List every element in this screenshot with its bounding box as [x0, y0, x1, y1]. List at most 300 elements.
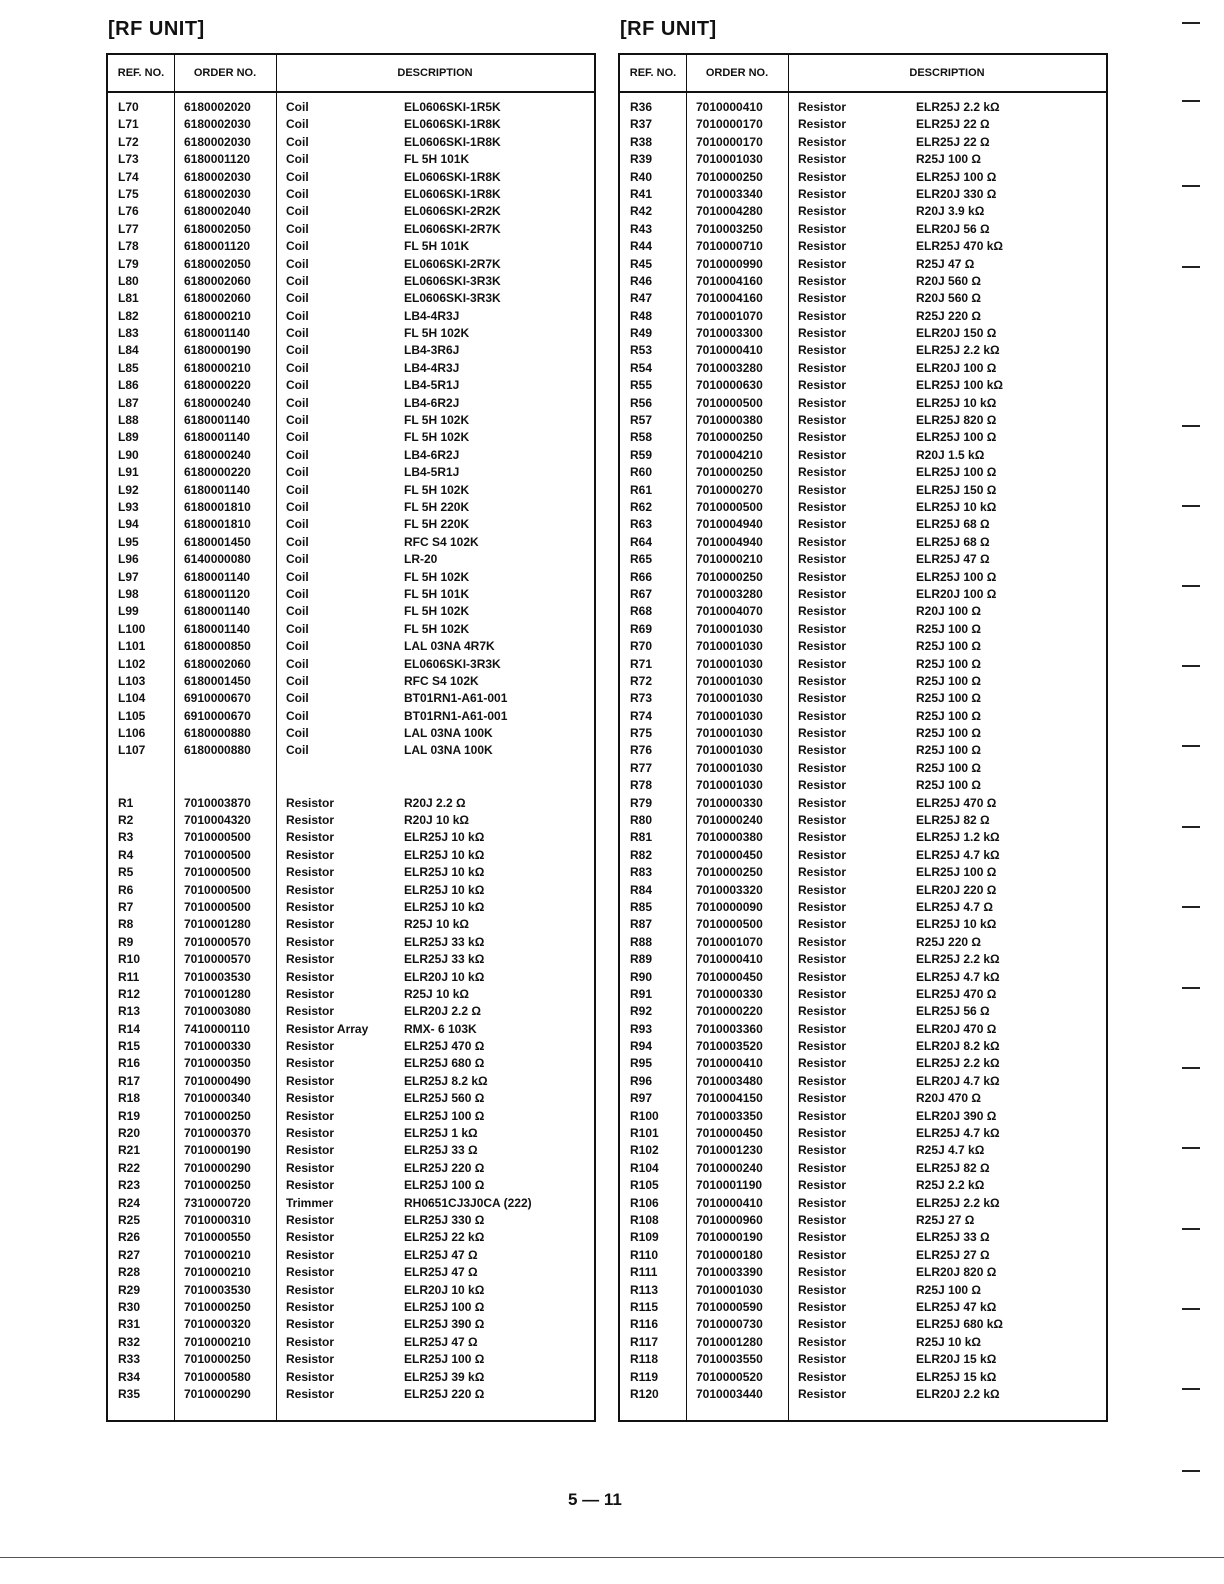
- part-type: Resistor: [798, 691, 847, 706]
- ref-no: R69: [630, 621, 653, 636]
- part-spec: FL 5H 102K: [404, 413, 470, 428]
- table-row: [108, 1125, 594, 1142]
- table-row: [108, 1090, 594, 1107]
- ref-no: R71: [630, 656, 653, 671]
- table-row: [620, 395, 1106, 412]
- table-row: [108, 134, 594, 151]
- part-type: Resistor: [798, 1317, 847, 1332]
- part-type: Coil: [286, 586, 309, 601]
- table-row: [108, 812, 594, 829]
- table-row: [108, 516, 594, 533]
- order-no: 6180000210: [184, 360, 251, 375]
- table-row: [108, 969, 594, 986]
- order-no: 7010004150: [696, 1091, 763, 1106]
- table-row: [108, 760, 594, 777]
- ref-no: R90: [630, 969, 653, 984]
- part-spec: LAL 03NA 4R7K: [404, 639, 495, 654]
- table-row: [108, 569, 594, 586]
- table-row: [620, 308, 1106, 325]
- part-type: Resistor: [286, 1004, 335, 1019]
- order-no: 7010000990: [696, 256, 763, 271]
- ref-no: R66: [630, 569, 653, 584]
- part-spec: ELR25J 10 kΩ: [404, 882, 485, 897]
- ref-no: R13: [118, 1004, 141, 1019]
- part-type: Resistor: [798, 343, 847, 358]
- order-no: 6180001140: [184, 621, 251, 636]
- table-row: [108, 847, 594, 864]
- part-type: Resistor: [798, 552, 847, 567]
- order-no: 7010000520: [696, 1369, 763, 1384]
- table-row: [620, 1247, 1106, 1264]
- table-row: [108, 1177, 594, 1194]
- ref-no: L81: [118, 291, 139, 306]
- part-type: Resistor: [798, 413, 847, 428]
- order-no: 7010003280: [696, 586, 763, 601]
- order-no: 7010001030: [696, 743, 763, 758]
- ref-no: R17: [118, 1073, 141, 1088]
- order-no: 7010000330: [696, 795, 763, 810]
- part-type: Coil: [286, 743, 309, 758]
- part-type: Resistor: [798, 778, 847, 793]
- part-spec: ELR20J 10 kΩ: [404, 969, 485, 984]
- ref-no: R6: [118, 882, 134, 897]
- order-no: 7010000550: [184, 1230, 251, 1245]
- ref-no: R31: [118, 1317, 141, 1332]
- order-no: 7010000220: [696, 1004, 763, 1019]
- table-row: [108, 934, 594, 951]
- ref-no: R97: [630, 1091, 653, 1106]
- part-type: Resistor: [798, 1108, 847, 1123]
- part-type: Resistor: [286, 1334, 335, 1349]
- order-no: 7010003440: [696, 1386, 763, 1401]
- ref-no: L97: [118, 569, 139, 584]
- table-row: [620, 1351, 1106, 1368]
- margin-mark: [1182, 745, 1200, 747]
- ref-no: L99: [118, 604, 139, 619]
- ref-no: R46: [630, 273, 653, 288]
- margin-mark: [1182, 425, 1200, 427]
- order-no: 7010001030: [696, 621, 763, 636]
- right-parts-table: [618, 53, 1108, 1422]
- order-no: 7010000250: [184, 1299, 251, 1314]
- table-row: [108, 882, 594, 899]
- ref-no: R42: [630, 204, 653, 219]
- part-type: Resistor: [798, 273, 847, 288]
- table-row: [620, 482, 1106, 499]
- table-row: [108, 1386, 594, 1403]
- order-no: 7010000730: [696, 1317, 763, 1332]
- order-no: 7010004160: [696, 291, 763, 306]
- part-spec: R25J 100 Ω: [916, 743, 981, 758]
- order-no: 7010001070: [696, 308, 763, 323]
- order-no: 7010000500: [696, 917, 763, 932]
- order-no: 6180001120: [184, 152, 251, 167]
- part-type: Coil: [286, 534, 309, 549]
- part-spec: R25J 27 Ω: [916, 1213, 975, 1227]
- part-spec: ELR25J 68 Ω: [916, 517, 990, 532]
- table-row: [108, 1351, 594, 1368]
- ref-no: R120: [630, 1386, 659, 1401]
- table-row: [620, 1229, 1106, 1246]
- part-type: Resistor: [286, 830, 335, 845]
- part-type: Resistor: [286, 1143, 335, 1158]
- part-type: Coil: [286, 204, 309, 219]
- table-row: [108, 116, 594, 133]
- part-spec: FL 5H 102K: [404, 604, 470, 619]
- ref-no: R75: [630, 726, 653, 741]
- part-spec: FL 5H 102K: [404, 326, 470, 341]
- table-row: [108, 1160, 594, 1177]
- part-type: Resistor: [798, 1143, 847, 1158]
- part-type: Resistor: [798, 447, 847, 462]
- table-row: [620, 899, 1106, 916]
- table-row: [108, 1195, 594, 1212]
- part-spec: R20J 560 Ω: [916, 291, 981, 306]
- part-type: Coil: [286, 621, 309, 636]
- part-spec: EL0606SKI-3R3K: [404, 656, 501, 671]
- part-spec: ELR20J 150 Ω: [916, 326, 997, 341]
- margin-mark: [1182, 1470, 1200, 1472]
- order-no: 7010000250: [696, 569, 763, 584]
- part-type: Coil: [286, 517, 309, 532]
- part-type: Resistor: [286, 1282, 335, 1297]
- ref-no: R105: [630, 1178, 659, 1193]
- ref-no: R60: [630, 465, 653, 480]
- table-row: [620, 186, 1106, 203]
- table-row: [620, 673, 1106, 690]
- order-no: 7010000250: [696, 169, 763, 184]
- part-type: Coil: [286, 273, 309, 288]
- part-type: Resistor: [286, 1369, 335, 1384]
- part-spec: ELR25J 82 Ω: [916, 813, 990, 828]
- order-no: 6180002030: [184, 169, 251, 184]
- part-spec: ELR25J 2.2 kΩ: [916, 1195, 1000, 1210]
- margin-mark: [1182, 1388, 1200, 1390]
- header-description: DESCRIPTION: [909, 66, 985, 79]
- order-no: 7410000110: [184, 1021, 251, 1036]
- order-no: 7010000170: [696, 134, 763, 149]
- ref-no: R39: [630, 152, 653, 167]
- order-no: 6180002060: [184, 656, 251, 671]
- table-row: [108, 742, 594, 759]
- part-spec: R20J 560 Ω: [916, 273, 981, 288]
- table-row: [620, 360, 1106, 377]
- table-row: [620, 621, 1106, 638]
- table-row: [620, 708, 1106, 725]
- part-spec: ELR25J 82 Ω: [916, 1160, 990, 1175]
- order-no: 6180000190: [184, 343, 251, 358]
- part-type: Resistor: [798, 882, 847, 897]
- table-row: [620, 638, 1106, 655]
- table-row: [108, 777, 594, 794]
- part-spec: R25J 220 Ω: [916, 934, 981, 949]
- ref-no: R59: [630, 447, 653, 462]
- part-spec: ELR25J 22 Ω: [916, 134, 990, 149]
- margin-mark: [1182, 266, 1200, 268]
- ref-no: R45: [630, 256, 653, 271]
- ref-no: L87: [118, 395, 139, 410]
- margin-mark: [1182, 826, 1200, 828]
- part-type: Resistor: [798, 1386, 847, 1401]
- part-spec: FL 5H 101K: [404, 239, 470, 254]
- order-no: 7010000090: [696, 899, 763, 914]
- part-type: Resistor: [286, 1039, 335, 1054]
- part-type: Resistor: [286, 1126, 335, 1141]
- table-row: [108, 203, 594, 220]
- part-type: Resistor: [798, 291, 847, 306]
- part-type: Resistor: [286, 969, 335, 984]
- table-row: [620, 1299, 1106, 1316]
- order-no: 7010001280: [184, 986, 251, 1001]
- part-type: Coil: [286, 256, 309, 271]
- ref-no: R118: [630, 1352, 659, 1367]
- table-row: [620, 1195, 1106, 1212]
- ref-no: L76: [118, 204, 139, 219]
- order-no: 7010003360: [696, 1021, 763, 1036]
- part-type: Coil: [286, 465, 309, 480]
- part-spec: ELR20J 100 Ω: [916, 586, 997, 601]
- page-number: 5 — 11: [568, 1490, 622, 1509]
- table-row: [620, 464, 1106, 481]
- part-spec: ELR25J 150 Ω: [916, 482, 997, 497]
- part-type: Resistor: [798, 813, 847, 828]
- table-row: [620, 1055, 1106, 1072]
- order-no: 7010000290: [184, 1386, 251, 1401]
- part-spec: ELR20J 470 Ω: [916, 1021, 997, 1036]
- part-spec: ELR25J 10 kΩ: [916, 395, 997, 410]
- table-row: [620, 569, 1106, 586]
- part-type: Resistor: [798, 1056, 847, 1071]
- ref-no: R9: [118, 934, 134, 949]
- part-type: Resistor: [286, 917, 335, 932]
- order-no: 7010003530: [184, 969, 251, 984]
- ref-no: R11: [118, 969, 140, 984]
- table-row: [108, 951, 594, 968]
- part-type: Resistor: [286, 1091, 335, 1106]
- ref-no: R101: [630, 1126, 659, 1141]
- part-type: Resistor: [798, 795, 847, 810]
- part-type: Trimmer: [286, 1195, 334, 1210]
- ref-no: R55: [630, 378, 653, 393]
- ref-no: R84: [630, 882, 653, 897]
- ref-no: R4: [118, 847, 134, 862]
- header-order-no: ORDER NO.: [705, 66, 769, 79]
- order-no: 6140000080: [184, 552, 251, 567]
- table-row: [108, 256, 594, 273]
- table-row: [108, 1299, 594, 1316]
- table-row: [620, 1021, 1106, 1038]
- part-type: Coil: [286, 308, 309, 323]
- ref-no: L72: [118, 134, 139, 149]
- order-no: 7010001030: [696, 673, 763, 688]
- table-row: [108, 1142, 594, 1159]
- part-spec: FL 5H 102K: [404, 482, 470, 497]
- ref-no: R116: [630, 1317, 659, 1332]
- part-type: Resistor: [286, 1073, 335, 1088]
- order-no: 7010000410: [696, 1056, 763, 1071]
- ref-no: R57: [630, 413, 653, 428]
- part-type: Resistor: [798, 204, 847, 219]
- ref-no: R83: [630, 865, 653, 880]
- table-row: [108, 1038, 594, 1055]
- part-type: Resistor: [798, 326, 847, 341]
- left-rows: [108, 99, 594, 1403]
- part-spec: LR-20: [404, 552, 438, 567]
- part-type: Resistor: [798, 656, 847, 671]
- part-spec: R20J 470 Ω: [916, 1091, 981, 1106]
- table-row: [620, 169, 1106, 186]
- table-row: [620, 290, 1106, 307]
- part-type: Resistor: [798, 152, 847, 167]
- part-spec: ELR25J 10 kΩ: [916, 499, 997, 514]
- order-no: 7010001230: [696, 1143, 763, 1158]
- part-spec: R25J 100 Ω: [916, 691, 981, 706]
- part-type: Resistor: [798, 499, 847, 514]
- order-no: 7010003320: [696, 882, 763, 897]
- order-no: 7010000570: [184, 952, 251, 967]
- table-row: [620, 203, 1106, 220]
- table-row: [620, 725, 1106, 742]
- table-row: [620, 603, 1106, 620]
- part-spec: ELR25J 100 Ω: [916, 169, 997, 184]
- order-no: 7010003530: [184, 1282, 251, 1297]
- order-no: 6180000880: [184, 726, 251, 741]
- part-spec: FL 5H 101K: [404, 152, 470, 167]
- order-no: 6180001140: [184, 604, 251, 619]
- part-spec: R25J 100 Ω: [916, 639, 981, 654]
- ref-no: L106: [118, 726, 146, 741]
- order-no: 6180002060: [184, 273, 251, 288]
- part-spec: ELR25J 1.2 kΩ: [916, 830, 1000, 845]
- part-spec: LB4-3R6J: [404, 343, 460, 358]
- order-no: 7010000590: [696, 1299, 763, 1314]
- part-type: Resistor: [286, 1213, 335, 1227]
- table-row: [620, 916, 1106, 933]
- table-row: [108, 186, 594, 203]
- part-type: Resistor: [798, 986, 847, 1001]
- order-no: 7010000210: [184, 1334, 251, 1349]
- order-no: 6180001810: [184, 517, 251, 532]
- part-spec: ELR25J 100 Ω: [404, 1108, 485, 1123]
- order-no: 7010000180: [696, 1247, 763, 1262]
- part-spec: R20J 3.9 kΩ: [916, 204, 985, 219]
- table-row: [108, 360, 594, 377]
- order-no: 6180001140: [184, 413, 251, 428]
- table-row: [620, 934, 1106, 951]
- ref-no: L85: [118, 360, 139, 375]
- part-spec: ELR20J 10 kΩ: [404, 1282, 485, 1297]
- order-no: 7010001030: [696, 1282, 763, 1297]
- part-type: Resistor: [798, 1230, 847, 1245]
- order-no: 7010001280: [696, 1334, 763, 1349]
- ref-no: R119: [630, 1369, 659, 1384]
- ref-no: R22: [118, 1160, 141, 1175]
- part-type: Resistor: [286, 882, 335, 897]
- order-no: 7010001030: [696, 760, 763, 775]
- part-spec: ELR20J 2.2 Ω: [404, 1004, 481, 1019]
- part-spec: EL0606SKI-3R3K: [404, 273, 501, 288]
- margin-mark: [1182, 185, 1200, 187]
- left-section-title: [RF UNIT]: [108, 18, 205, 40]
- order-no: 7010000410: [696, 100, 763, 114]
- part-spec: ELR25J 47 Ω: [404, 1334, 478, 1349]
- header-ref-no: REF. NO.: [629, 66, 677, 79]
- part-spec: ELR25J 100 Ω: [916, 569, 997, 584]
- ref-no: R26: [118, 1230, 141, 1245]
- part-spec: BT01RN1-A61-001: [404, 691, 508, 706]
- table-row: [108, 1055, 594, 1072]
- table-row: [108, 169, 594, 186]
- ref-no: L107: [118, 743, 146, 758]
- part-type: Resistor Array: [286, 1021, 369, 1036]
- order-no: 7010000250: [184, 1352, 251, 1367]
- order-no: 7010000330: [696, 986, 763, 1001]
- header-description: DESCRIPTION: [397, 66, 473, 79]
- part-spec: FL 5H 102K: [404, 621, 470, 636]
- part-spec: LB4-4R3J: [404, 360, 460, 375]
- table-row: [108, 986, 594, 1003]
- part-spec: RFC S4 102K: [404, 673, 479, 688]
- part-spec: ELR25J 56 Ω: [916, 1004, 990, 1019]
- part-type: Resistor: [798, 169, 847, 184]
- part-spec: ELR20J 15 kΩ: [916, 1352, 997, 1367]
- part-type: Resistor: [798, 621, 847, 636]
- table-row: [620, 1108, 1106, 1125]
- table-row: [108, 638, 594, 655]
- order-no: 7010000580: [184, 1369, 251, 1384]
- margin-mark: [1182, 100, 1200, 102]
- margin-mark: [1182, 906, 1200, 908]
- order-no: 6910000670: [184, 708, 251, 723]
- table-row: [108, 290, 594, 307]
- table-row: [620, 812, 1106, 829]
- order-no: 6180001450: [184, 673, 251, 688]
- table-row: [620, 116, 1106, 133]
- order-no: 7010003390: [696, 1265, 763, 1280]
- part-spec: ELR25J 1 kΩ: [404, 1126, 478, 1141]
- ref-no: R2: [118, 813, 134, 828]
- table-row: [108, 1282, 594, 1299]
- ref-no: R67: [630, 586, 653, 601]
- ref-no: R81: [630, 830, 653, 845]
- ref-no: R82: [630, 847, 653, 862]
- part-spec: ELR25J 33 kΩ: [404, 934, 485, 949]
- ref-no: R85: [630, 899, 653, 914]
- order-no: 7010000340: [184, 1091, 251, 1106]
- order-no: 7010001030: [696, 656, 763, 671]
- order-no: 7010001190: [696, 1178, 763, 1193]
- order-no: 7010000270: [696, 482, 763, 497]
- part-spec: EL0606SKI-3R3K: [404, 291, 501, 306]
- ref-no: R25: [118, 1213, 141, 1227]
- part-type: Resistor: [798, 1282, 847, 1297]
- table-row: [108, 725, 594, 742]
- order-no: 7010001030: [696, 639, 763, 654]
- part-type: Coil: [286, 639, 309, 654]
- ref-no: L78: [118, 239, 139, 254]
- order-no: 7010003480: [696, 1073, 763, 1088]
- ref-no: R53: [630, 343, 653, 358]
- part-type: Resistor: [798, 378, 847, 393]
- part-spec: ELR25J 100 Ω: [916, 865, 997, 880]
- order-no: 6180001140: [184, 569, 251, 584]
- part-type: Resistor: [286, 934, 335, 949]
- table-row: [108, 1108, 594, 1125]
- part-type: Resistor: [798, 430, 847, 445]
- part-spec: ELR25J 33 Ω: [916, 1230, 990, 1245]
- order-no: 7010000310: [184, 1213, 251, 1227]
- ref-no: R58: [630, 430, 653, 445]
